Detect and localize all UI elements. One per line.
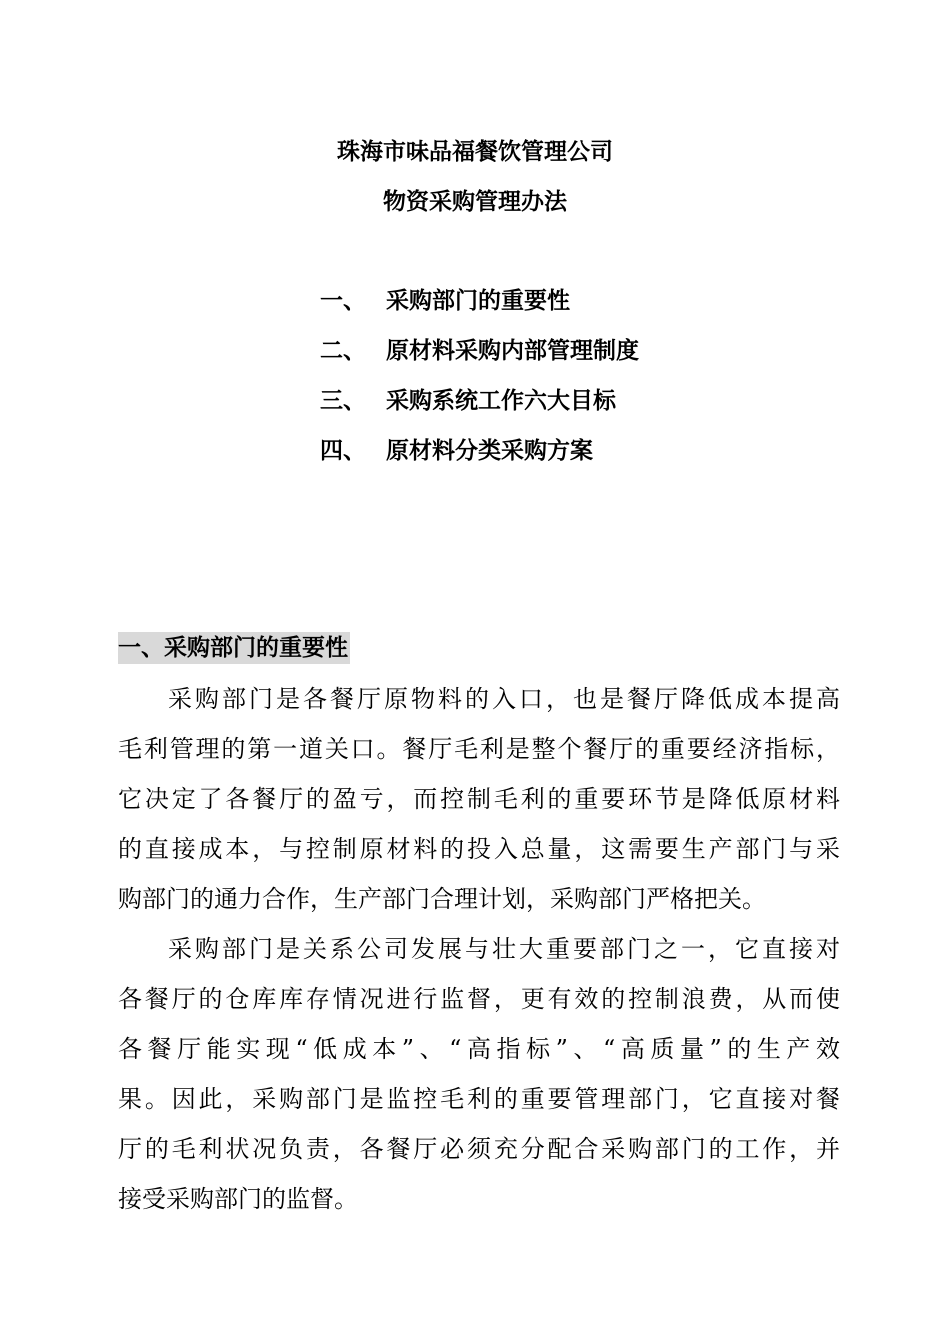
text-line: 购部门的通力合作，生产部门合理计划，采购部门严格把关。 [118, 885, 766, 913]
text-line: 采购部门是关系公司发展与壮大重要部门之一，它直接对 [168, 935, 840, 963]
text-line: 的直接成本，与控制原材料的投入总量，这需要生产部门与采 [118, 835, 840, 863]
text-line: 毛利管理的第一道关口。餐厅毛利是整个餐厅的重要经济指标， [118, 735, 840, 763]
toc-item [320, 334, 880, 384]
toc-item-number: 一、 [320, 288, 366, 314]
text-line: 果。因此，采购部门是监控毛利的重要管理部门，它直接对餐 [118, 1085, 840, 1113]
toc-item-label: 采购部门的重要性 [386, 288, 570, 314]
text-line: 厅的毛利状况负责，各餐厅必须充分配合采购部门的工作，并 [118, 1135, 840, 1163]
text-line: 各餐厅能实现“低成本”、“高指标”、“高质量”的生产效 [118, 1035, 840, 1063]
paragraph [118, 674, 840, 924]
section-body [118, 674, 840, 1224]
text-line: 采购部门是各餐厅原物料的入口，也是餐厅降低成本提高 [168, 685, 840, 713]
toc-item-number: 三、 [320, 388, 366, 414]
toc-item-label: 采购系统工作六大目标 [386, 388, 616, 414]
toc-item [320, 384, 880, 434]
toc-item [320, 434, 880, 484]
document-title: 物资采购管理办法 [383, 189, 567, 215]
text-line: 接受采购部门的监督。 [118, 1185, 358, 1213]
section-heading: 一、采购部门的重要性 [118, 632, 350, 664]
toc-item-number: 四、 [320, 438, 366, 464]
text-line: 它决定了各餐厅的盈亏，而控制毛利的重要环节是降低原材料 [118, 785, 840, 813]
table-of-contents [320, 284, 880, 484]
toc-item-label: 原材料分类采购方案 [386, 438, 593, 464]
paragraph [118, 924, 840, 1224]
toc-item-label: 原材料采购内部管理制度 [386, 338, 639, 364]
text-line: 各餐厅的仓库库存情况进行监督，更有效的控制浪费，从而使 [118, 985, 840, 1013]
toc-item-number: 二、 [320, 338, 366, 364]
company-name: 珠海市味品福餐饮管理公司 [337, 139, 613, 165]
toc-item [320, 284, 880, 334]
